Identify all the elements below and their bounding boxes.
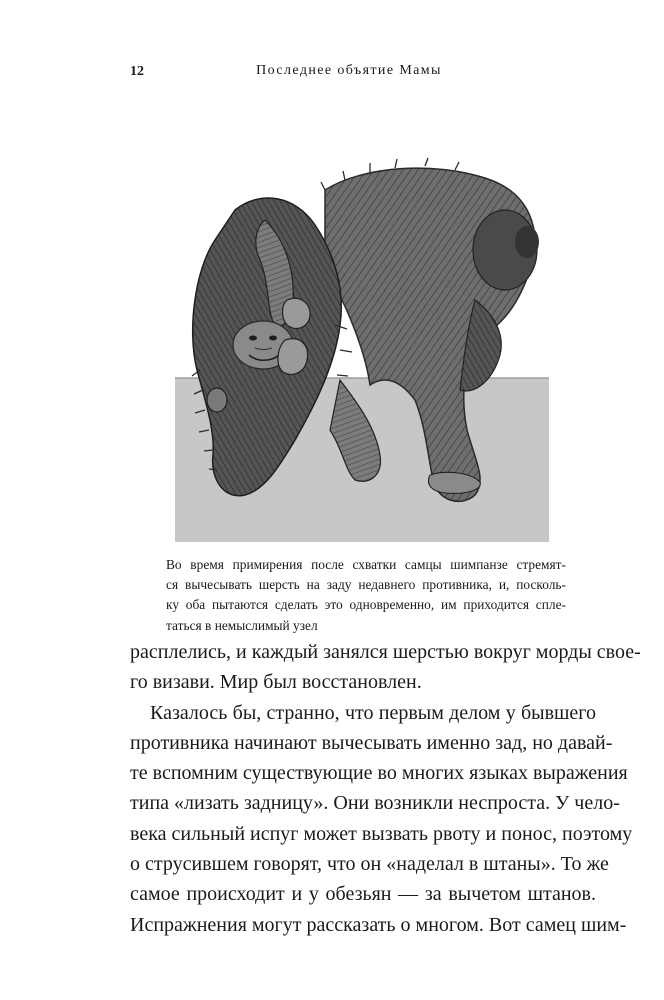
chimp-hand-upper (283, 298, 311, 328)
body-line: самое происходит и у обезьян — за вычетом штанов. (130, 883, 596, 906)
caption-line: Во время примирения после схватки самцы шимпанзе стремят- (166, 557, 566, 572)
caption-line: таться в немыслимый узел (166, 617, 318, 633)
body-line: противника начинают вычесывать именно зад, но давай- (130, 731, 613, 754)
chimp-ear (207, 388, 227, 412)
body-line: расплелись, и каждый занялся шерстью вокруг морды свое- (130, 641, 641, 663)
body-text (130, 637, 641, 940)
running-title: Последнее объятие Мамы (256, 63, 442, 78)
body-line: о струсившем говорят, что он «наделал в штаны». То же (130, 853, 609, 876)
figure-caption (166, 555, 566, 636)
chimp-hand (278, 339, 308, 375)
caption-line: ся вычесывать шерсть на заду недавнего противника, и, посколь- (166, 577, 566, 593)
chimpanzee-illustration (175, 150, 549, 542)
body-line: века сильный испуг может вызвать рвоту и понос, поэтому (130, 822, 633, 845)
body-line: го визави. Мир был восстановлен. (130, 671, 422, 694)
caption-line: ку оба пытаются сделать это одновременно, им приходится спле- (166, 597, 566, 613)
body-line: типа «лизать задницу». Они возникли неспроста. У чело- (130, 792, 620, 815)
illustration-svg (175, 150, 549, 542)
body-line: Испражнения могут рассказать о многом. Вот самец шим- (130, 913, 627, 936)
page-number: 12 (130, 64, 144, 79)
body-line: Казалось бы, странно, что первым делом у бывшего (150, 701, 596, 724)
running-header (130, 60, 568, 84)
body-line: те вспомним существующие во многих языках выражения (130, 762, 628, 785)
